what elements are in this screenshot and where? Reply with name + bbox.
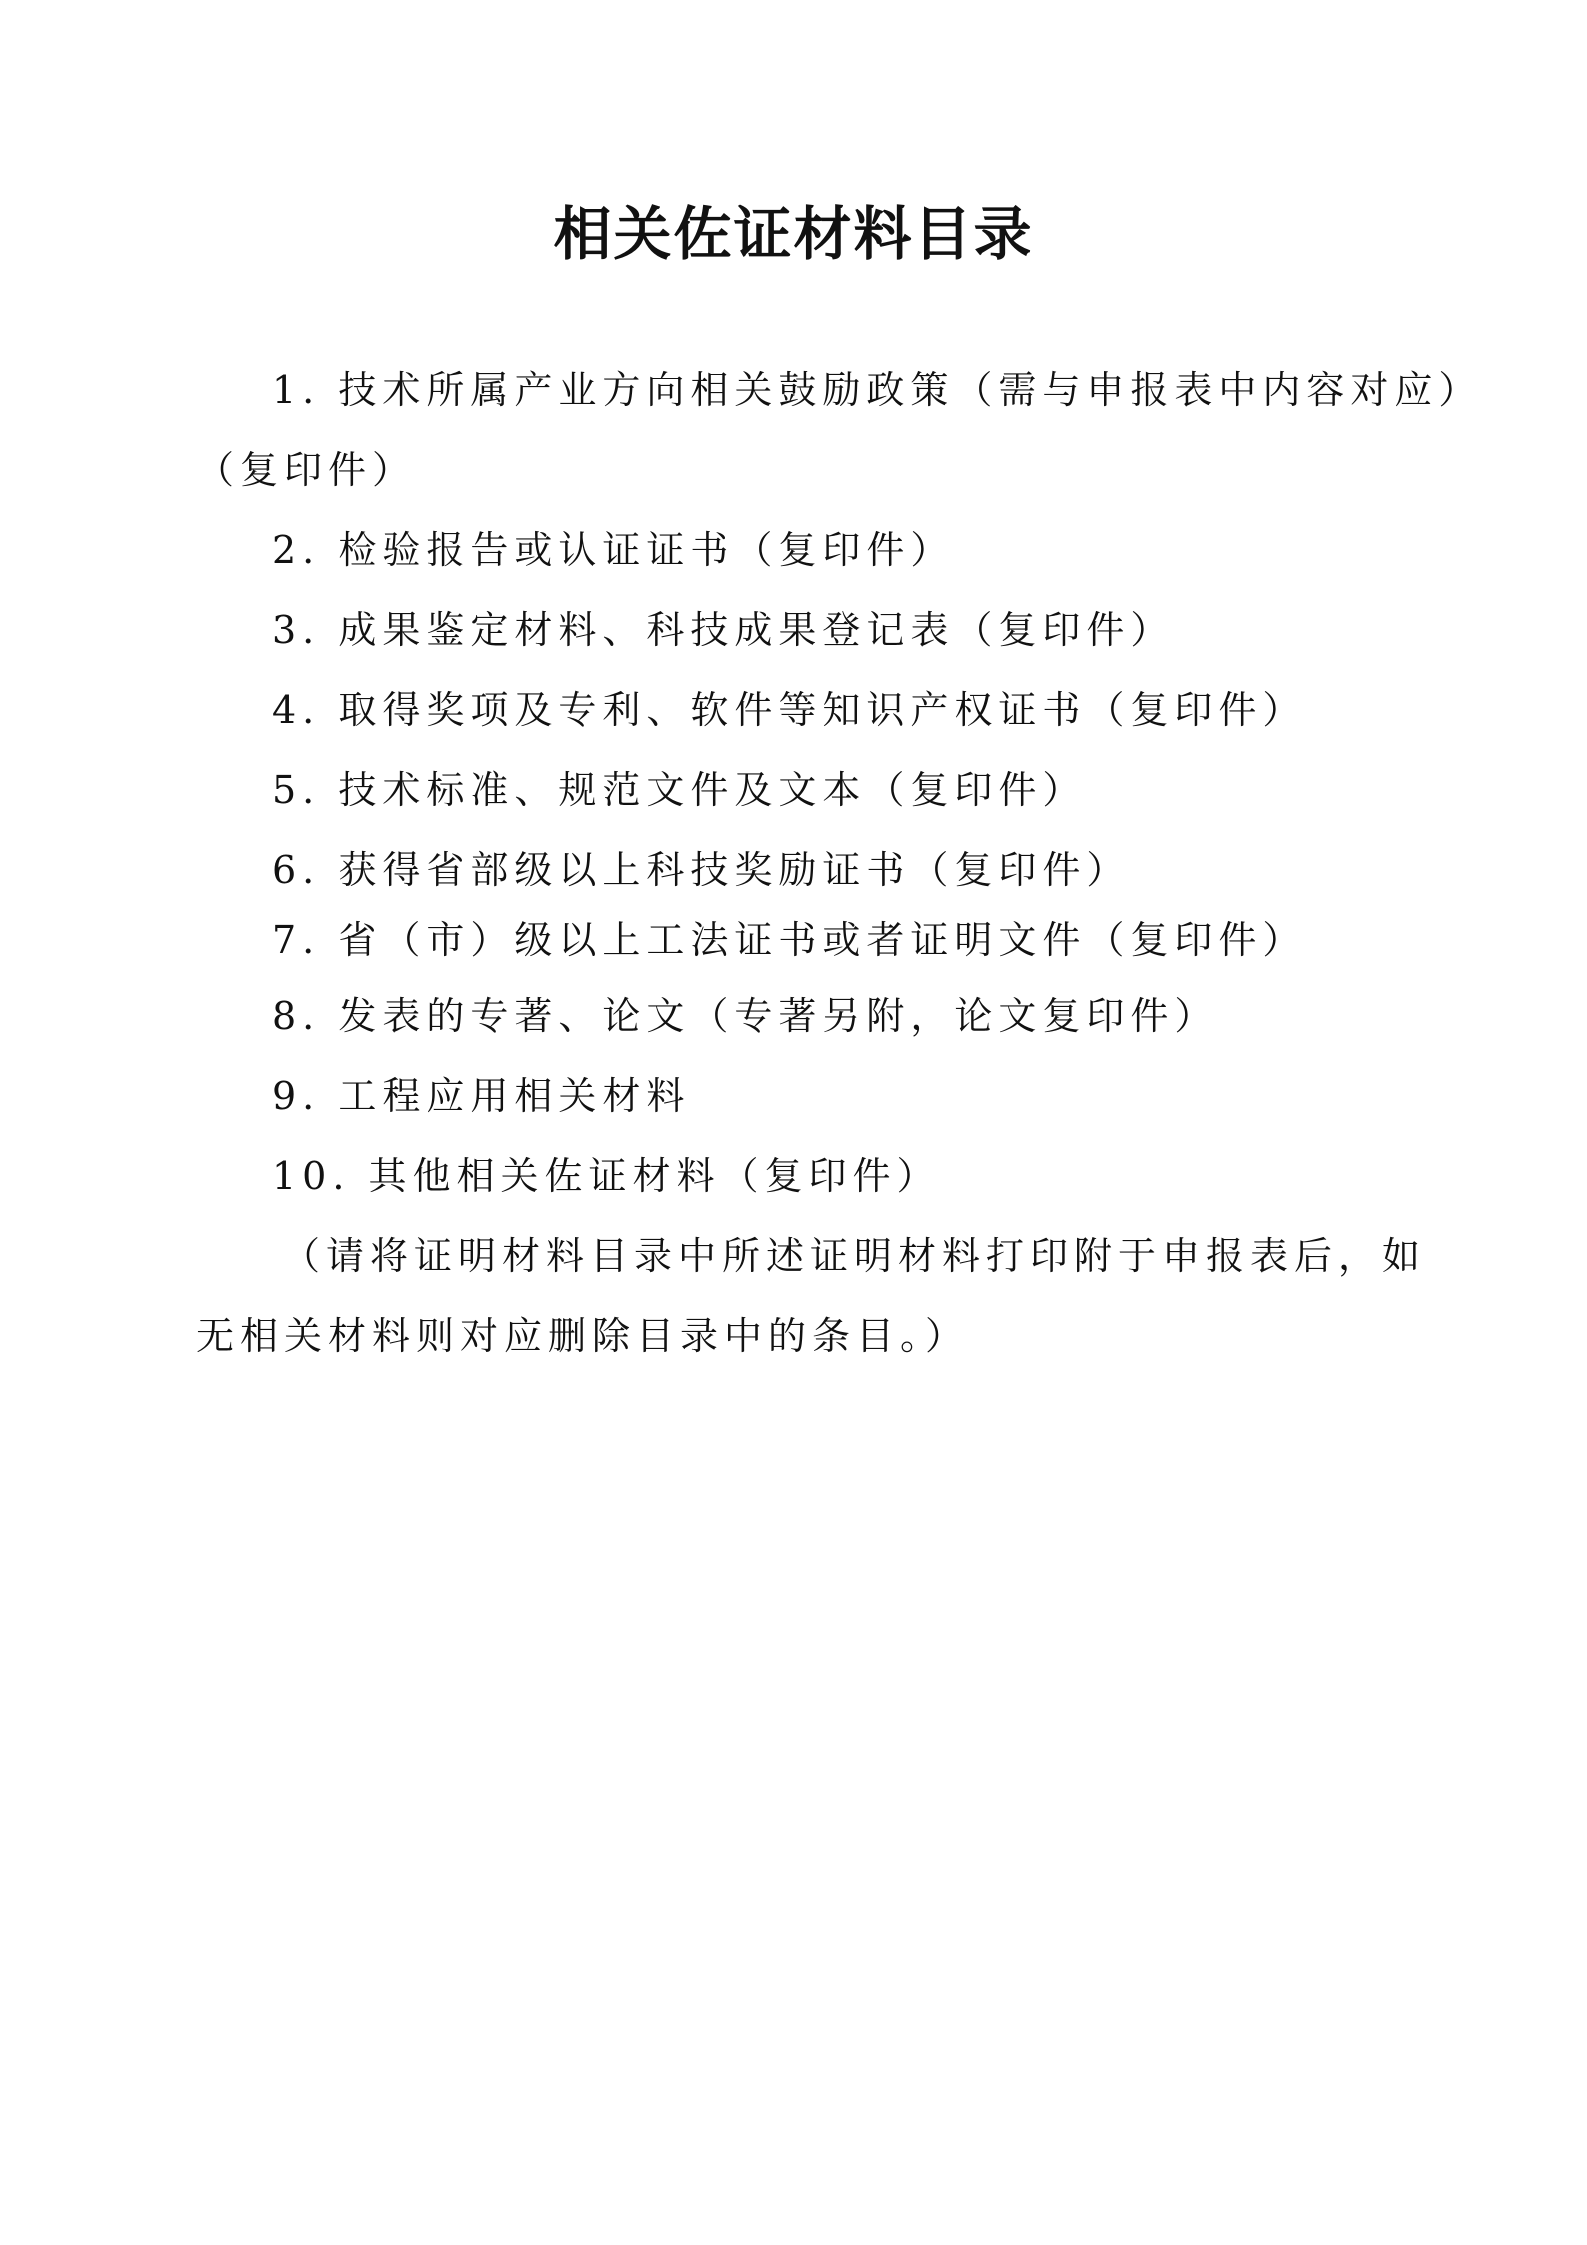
list-item-7: 7. 省（市）级以上工法证书或者证明文件（复印件） [272,918,1307,962]
list-item-2: 2. 检验报告或认证证书（复印件） [272,528,955,572]
note-line-2: 无相关材料则对应删除目录中的条目。） [196,1314,970,1358]
list-item-9: 9. 工程应用相关材料 [272,1074,691,1118]
list-item-5: 5. 技术标准、规范文件及文本（复印件） [272,768,1087,812]
note-line-1: （请将证明材料目录中所述证明材料打印附于申报表后，如 [282,1234,1427,1278]
page-title: 相关佐证材料目录 [553,200,1034,268]
list-item-10: 10. 其他相关佐证材料（复印件） [272,1154,941,1198]
list-item-1: 1. 技术所属产业方向相关鼓励政策（需与申报表中内容对应） [272,368,1483,412]
list-item-8: 8. 发表的专著、论文（专著另附，论文复印件） [272,994,1219,1038]
list-item-3: 3. 成果鉴定材料、科技成果登记表（复印件） [272,608,1175,652]
list-item-1-continuation: （复印件） [196,448,417,492]
list-item-6: 6. 获得省部级以上科技奖励证书（复印件） [272,848,1131,892]
list-item-4: 4. 取得奖项及专利、软件等知识产权证书（复印件） [272,688,1307,732]
